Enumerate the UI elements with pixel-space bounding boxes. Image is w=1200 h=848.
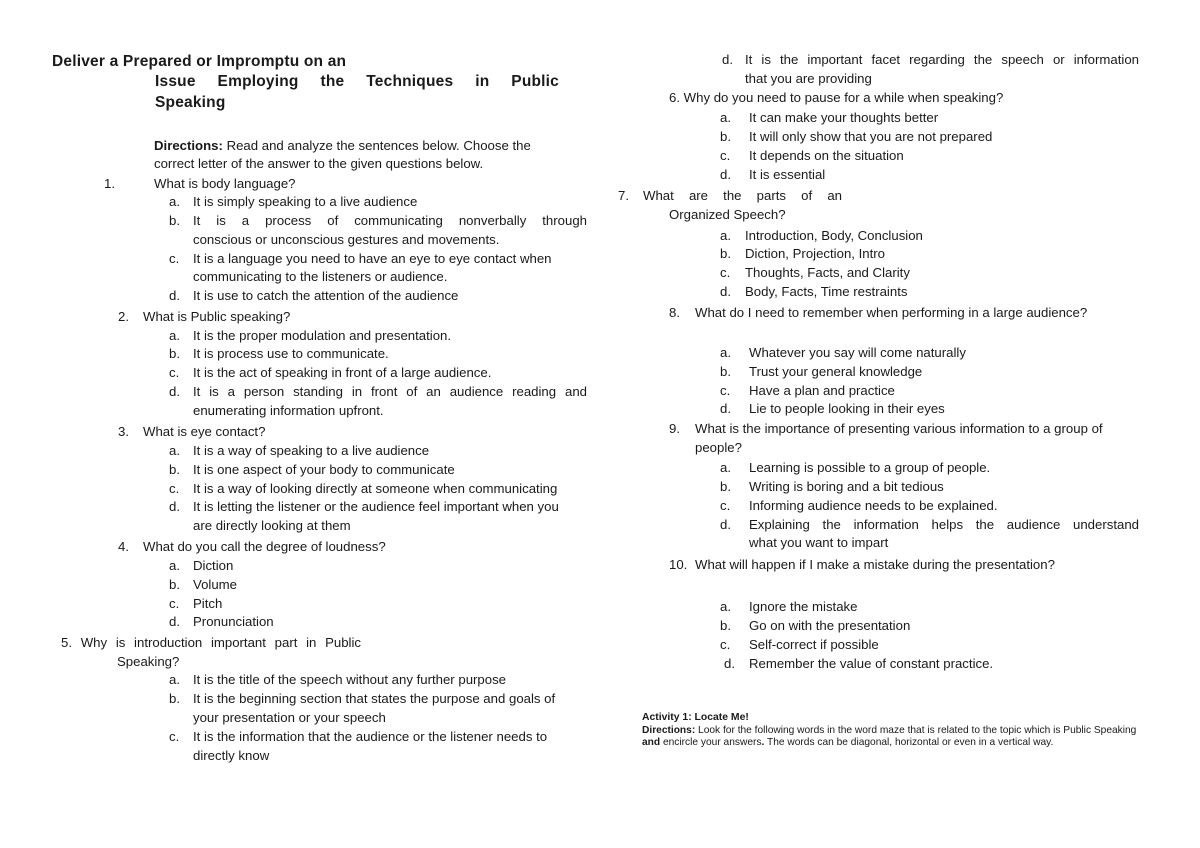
option-text: Self-correct if possible <box>749 637 879 652</box>
option-letter: d. <box>720 167 731 182</box>
option-letter: d. <box>720 284 731 299</box>
option-letter: d. <box>169 614 180 629</box>
option-letter: a. <box>169 443 180 458</box>
page-title-line2: Issue Employing the Techniques in Public <box>155 73 559 90</box>
option-text: Introduction, Body, Conclusion <box>745 228 923 243</box>
page-title-line1: Deliver a Prepared or Impromptu on an <box>52 53 347 70</box>
option-text: Writing is boring and a bit tedious <box>749 479 944 494</box>
option-text: It is the beginning section that states the purpose and goals of <box>193 691 556 706</box>
directions-line2: correct letter of the answer to the given questions below. <box>154 156 484 171</box>
option-text: It is simply speaking to a live audience <box>193 194 418 209</box>
option-letter: a. <box>169 328 180 343</box>
option-text: It is a way of looking directly at someone when communicating <box>193 481 558 496</box>
option-text: It is a process of communicating nonverbally through <box>193 213 587 228</box>
question-text: What is eye contact? <box>143 424 266 439</box>
question-number: 7. <box>618 188 629 203</box>
question-number: 4. <box>118 539 129 554</box>
option-text: Remember the value of constant practice. <box>749 656 994 671</box>
option-text: It is a way of speaking to a live audience <box>193 443 430 458</box>
option-text: It is letting the listener or the audience feel important when you <box>193 499 559 514</box>
option-text: It is the proper modulation and presentation. <box>193 328 452 343</box>
option-text: Lie to people looking in their eyes <box>749 401 945 416</box>
option-letter: b. <box>169 346 180 361</box>
option-letter: c. <box>720 383 731 398</box>
option-text: Whatever you say will come naturally <box>749 345 966 360</box>
option-text: It is use to catch the attention of the audience <box>193 288 459 303</box>
directions-line1: Directions: Read and analyze the sentences below. Choose the <box>154 138 531 153</box>
question-text: What is body language? <box>154 176 296 191</box>
question-number: 8. <box>669 305 680 320</box>
option-text: It will only show that you are not prepared <box>749 129 993 144</box>
option-letter: d. <box>720 401 731 416</box>
option-text: Ignore the mistake <box>749 599 858 614</box>
option-text: Trust your general knowledge <box>749 364 923 379</box>
option-letter: c. <box>169 729 180 744</box>
option-text: It is the act of speaking in front of a large audience. <box>193 365 492 380</box>
question-number: 10. <box>669 557 688 572</box>
option-letter: c. <box>720 148 731 163</box>
option-letter: c. <box>169 251 180 266</box>
question-text: What is the importance of presenting various information to a group of <box>695 421 1103 436</box>
option-text: It depends on the situation <box>749 148 904 163</box>
option-letter: b. <box>720 246 731 261</box>
question-text: people? <box>695 440 742 455</box>
option-letter: d. <box>169 384 180 399</box>
activity-directions-label: Directions: <box>642 725 696 736</box>
option-letter: b. <box>720 618 731 633</box>
option-letter: c. <box>169 596 180 611</box>
option-letter: b. <box>169 213 180 228</box>
question-text: What will happen if I make a mistake during the presentation? <box>695 557 1055 572</box>
option-text: Volume <box>193 577 237 592</box>
option-text: that you are providing <box>745 71 872 86</box>
question-text: What do I need to remember when performing in a large audience? <box>695 305 1088 320</box>
option-text: It is the title of the speech without any further purpose <box>193 672 507 687</box>
option-text: It is the important facet regarding the speech or information <box>745 52 1139 67</box>
question-number: 3. <box>118 424 129 439</box>
option-text: conscious or unconscious gestures and movements. <box>193 232 500 247</box>
option-text: It is process use to communicate. <box>193 346 389 361</box>
activity-directions: Directions: Look for the following words in the word maze that is related to the topic which is Public Speaking and encircle your answers. The words can be diagonal, horizontal or even in a vertical way. <box>642 725 1137 748</box>
option-text: It is a language you need to have an eye to eye contact when <box>193 251 552 266</box>
page-title-line3: Speaking <box>155 94 226 111</box>
option-text: Informing audience needs to be explained. <box>749 498 998 513</box>
option-letter: a. <box>720 110 731 125</box>
option-letter: c. <box>720 265 731 280</box>
option-text: communicating to the listeners or audience. <box>193 269 448 284</box>
question-text: What do you call the degree of loudness? <box>143 539 386 554</box>
option-letter: a. <box>720 460 731 475</box>
option-letter: b. <box>720 479 731 494</box>
option-letter: a. <box>169 194 180 209</box>
option-letter: b. <box>720 129 731 144</box>
option-letter: d. <box>720 517 731 532</box>
option-text: Learning is possible to a group of people. <box>749 460 991 475</box>
question-text: Organized Speech? <box>669 207 786 222</box>
option-text: Explaining the information helps the audience understand <box>749 517 1139 532</box>
option-text: are directly looking at them <box>193 518 351 533</box>
option-letter: b. <box>169 577 180 592</box>
option-text: your presentation or your speech <box>193 710 386 725</box>
question-text: 5. Why is introduction important part in Public <box>61 635 361 650</box>
option-text: what you want to impart <box>749 535 889 550</box>
option-letter: d. <box>724 656 735 671</box>
option-text: Thoughts, Facts, and Clarity <box>745 265 910 280</box>
option-letter: c. <box>169 481 180 496</box>
option-text: It is essential <box>749 167 826 182</box>
option-letter: c. <box>720 637 731 652</box>
option-text: Diction <box>193 558 234 573</box>
option-letter: a. <box>169 672 180 687</box>
question-text: What is Public speaking? <box>143 309 291 324</box>
option-letter: d. <box>169 288 180 303</box>
option-text: Pitch <box>193 596 223 611</box>
option-text: directly know <box>193 748 270 763</box>
question-text: What are the parts of an <box>643 188 842 203</box>
question-text: Speaking? <box>117 654 180 669</box>
option-text: It is the information that the audience or the listener needs to <box>193 729 548 744</box>
question-number: 2. <box>118 309 129 324</box>
option-text: Have a plan and practice <box>749 383 895 398</box>
option-letter: a. <box>169 558 180 573</box>
option-letter: d. <box>722 52 733 67</box>
option-text: Body, Facts, Time restraints <box>745 284 908 299</box>
option-letter: b. <box>169 691 180 706</box>
question-text: 6. Why do you need to pause for a while when speaking? <box>669 90 1004 105</box>
option-letter: a. <box>720 228 731 243</box>
option-text: It can make your thoughts better <box>749 110 939 125</box>
option-letter: c. <box>169 365 180 380</box>
option-text: It is one aspect of your body to communicate <box>193 462 455 477</box>
directions-label: Directions: <box>154 138 223 153</box>
option-letter: a. <box>720 345 731 360</box>
option-text: enumerating information upfront. <box>193 403 384 418</box>
option-letter: b. <box>169 462 180 477</box>
option-text: Diction, Projection, Intro <box>745 246 885 261</box>
option-letter: b. <box>720 364 731 379</box>
question-number: 1. <box>104 176 115 191</box>
option-letter: d. <box>169 499 180 514</box>
option-letter: a. <box>720 599 731 614</box>
question-number: 9. <box>669 421 680 436</box>
option-text: It is a person standing in front of an audience reading and <box>193 384 587 399</box>
activity-title: Activity 1: Locate Me! <box>642 712 749 723</box>
option-text: Go on with the presentation <box>749 618 911 633</box>
option-letter: c. <box>720 498 731 513</box>
option-text: Pronunciation <box>193 614 274 629</box>
